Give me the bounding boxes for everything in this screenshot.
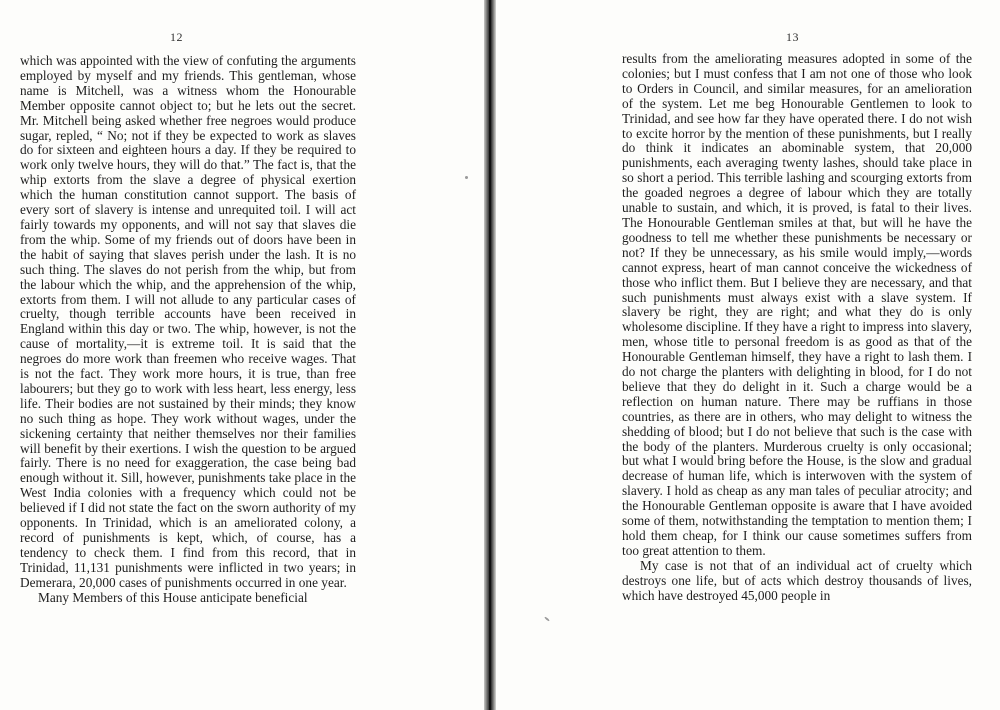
paper-speck xyxy=(544,616,550,621)
left-page xyxy=(0,0,484,710)
right-page xyxy=(496,0,1000,710)
left-paragraph-2: Many Members of this House anticipate beneficial xyxy=(38,589,308,605)
right-paragraph-1: results from the ameliorating measures adopted in some of the colonies; but I must confess that I am not one of those who look to Orders in Council, and similar measures, for an amelioration of the system. Let me beg Honourable Gentlemen to look to Trinidad, and see how far they have operated there. I do not wish to excite horror by the mention of these punishments, but I really do think it indicates an abominable system, that 20,000 punishments, each averaging twenty lashes, should take place in so short a period. This terrible lashing and scourging extorts from the goaded negroes a degree of labour which they are totally unable to sustain, and which, it is proved, is fatal to their lives. The Honourable Gentleman smiles at that, but will he have the goodness to tell me whether these punishments be necessary or not? If they be unnecessary, as his smile would imply,—words cannot express, heart of man cannot conceive the wickedness of those who inflict them. But I believe they are necessary, and that such punishments must always exist with a slave system. If slavery be right, they are right; and what they do is only wholesome discipline. If they have a right to impress into slavery, men, whose title to personal freedom is as good as that of the Honourable Gentleman himself, they have a right to lash them. I do not charge the planters with delighting in blood, for I do not believe that they do delight in it. Such a charge would be a reflection on human nature. There may be ruffians in those countries, as there are in others, who may delight to witness the shedding of blood; but I do not believe that such is the case with the body of the planters. Murderous cruelty is only occasional; but what I would bring before the House, is the slow and gradual decrease of human life, which is interwoven with the system of slavery. I hold as cheap as any man tales of peculiar atrocity; and the Honourable Gentleman opposite is aware that I have avoided some of them, notwithstanding the temptation to mention them; I hold them cheap, for I think our cause sometimes suffers from too great attention to them. xyxy=(622,51,972,558)
gutter-shadow-line xyxy=(489,0,491,710)
paper-speck xyxy=(465,176,468,179)
left-page-number: 12 xyxy=(170,30,183,44)
right-page-text xyxy=(622,52,972,604)
right-page-number: 13 xyxy=(786,30,799,44)
right-paragraph-2: My case is not that of an individual act of cruelty which destroys one life, but of acts which destroy thousands of lives, which have destroyed 45,000 people in xyxy=(622,557,972,603)
left-paragraph-1: which was appointed with the view of confuting the arguments employed by myself and my friends. This gentleman, whose name is Mitchell, was a witness whom the Honourable Member opposite cannot object to; but he lets out the secret. Mr. Mitchell being asked whether free negroes would produce sugar, repled, “ No; not if they be expected to work as slaves do for sixteen and eighteen hours a day. If they be required to work only twelve hours, they will do that.” The fact is, that the whip extorts from the slave a degree of physical exertion which the human constitution cannot support. The basis of every sort of slavery is intense and unrequited toil. I will act fairly towards my opponents, and will not say that slaves die from the whip. Some of my friends out of doors have been in the habit of saying that slaves perish under the lash. It is no such thing. The slaves do not perish from the whip, but from the labour which the whip, and the apprehension of the whip, extorts from them. I will not allude to any particular cases of cruelty, though terrible accounts have been received in England within this day or two. The whip, however, is not the cause of mortality,—it is extreme toil. It is said that the negroes do more work than freemen who receive wages. That is not the fact. They work more hours, it is true, than free labourers; but they go to work with less heart, less energy, less life. Their bodies are not sustained by their minds; they know no such thing as hope. They work without wages, under the sickening certainty that neither themselves nor their families will benefit by their exertions. I wish the question to be argued fairly. There is no need for exaggeration, the case being bad enough without it. Sill, however, punishments take place in the West India colonies with a frequency which could not be believed if I did not state the fact on the sworn authority of my opponents. In Trinidad, which is an ameliorated colony, a record of punishments is kept, which, of course, has a tendency to check them. I find from this record, that in Trinidad, 11,131 punishments were inflicted in two years; in Demerara, 20,000 cases of punishments occurred in one year. xyxy=(20,53,356,590)
left-page-text xyxy=(20,54,356,606)
